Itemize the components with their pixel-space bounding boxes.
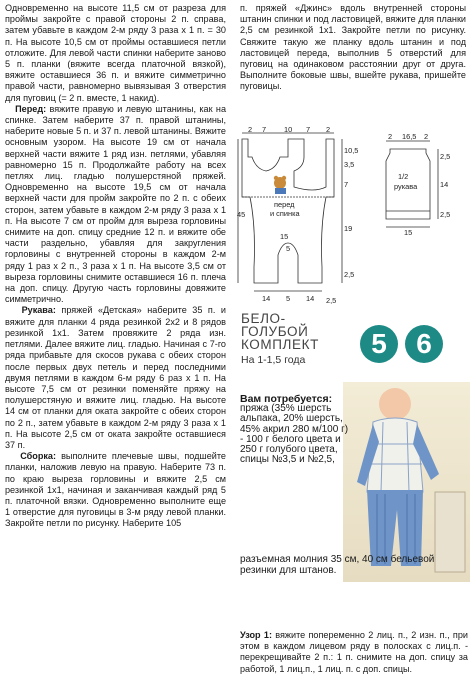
dim-top-4: 7 [306,125,311,134]
sleeve-label-2: рукава [394,182,418,191]
dim-bottom-3: 14 [306,294,315,303]
dim-sleeve-bottom: 15 [404,228,413,237]
number-badge-5: 5 [360,325,398,363]
baby-illustration [343,382,470,582]
dim-right-1: 10,5 [344,146,359,155]
dim-sleeve-top-2: 16,5 [402,132,417,141]
dim-top-2: 7 [262,125,267,134]
dim-right-2: 3,5 [344,160,355,169]
dim-sleeve-top-1: 2 [388,132,393,141]
assembly-text: выполните плечевые швы, подшейте планки, наложив левую на правую. Наберите 73 п. по краю выреза горловины и вяжите 2,5 см резинкой 1х1, начиная и заканчивая каждый ряд 5 п. платочной вязки. Одновременно выполните еще 1 отверстие для пуговицы в 3-м ряду левой планки. Закройте петли по рисунку. Наберите 105 [5,451,226,529]
front-heading: Перед: [15,103,47,114]
pattern-heading: Узор 1: [240,630,272,640]
dim-top-3: 10 [284,125,293,134]
front-label-2: и спинка [270,209,300,218]
dim-bottom-2: 5 [286,294,291,303]
project-title [241,312,351,367]
dim-top-5: 2 [326,125,331,134]
assembly-heading: Сборка: [20,451,57,462]
dim-leg-right: 2,5 [344,270,355,279]
pattern-text: вяжите попеременно 2 лиц. п., 2 изн. п., при этом в каждом лицевом ряду в полосках с лиц.п. - перекрещивайте 2 п.: 1 п. снимите на доп. спицу за работой, 1 лиц.п., 1 лиц. п. с доп. спицы. [240,630,468,674]
dim-right-3: 7 [344,180,349,189]
number-badge-6: 6 [405,325,443,363]
baby-photo [343,382,470,582]
dim-bottom-1: 14 [262,294,271,303]
assembly-paragraph [5,451,226,529]
front-label-1: перед [274,200,295,209]
pattern-schema [238,127,470,305]
title-line-2: ГОЛУБОЙ [241,324,309,339]
dim-sleeve-right-3: 2,5 [440,210,451,219]
dim-sleeve-right-2: 14 [440,180,449,189]
materials-block [240,394,354,465]
zip-text: разъемная молния 35 см, 40 см бельевой резинки для штанов. [240,554,435,576]
front-text: вяжите правую и левую штанины, как на спинке. Затем наберите 37 п. правой штанины, наберите новые 5 п. и 37 п. левой штанины. Вяжите основным узором. На высоте 19 см от начала верхней части вяжите 1 ряд изн. петлями, убавляя равномерно 15 п. Продолжайте работу на всех петлях лиц. гладью полушерстяной пряжей. Одновременно на высоте 19,5 см от начала верхней части для пройм закройте по 2 п. с обеих сторон, затем убавьте в каждом 2-м ряду 3 раза х 1 п. На высоте 7 см от пройм для выреза горловины снимите на доп. спицу средние 12 п. и вяжите обе части раздельно, убавляя для закругления горловины с внутренней стороны в каждом 2-м ряду 1 раз х 2 п., 3 раза х 1 п. На высоте 3,5 см от выреза горловины снимите оставшиеся 16 п. плеча на доп. спицу. Другую часть горловины довяжите симметрично. [5,103,226,305]
dim-top-1: 2 [248,125,253,134]
back-paragraph: Одновременно на высоте 11,5 см от разреза для проймы закройте с правой стороны 2 п. справа, затем убавьте в каждом 2-м ряду 3 раза х 1 п. = 30 п. На высоте 10,5 см от проймы оставшиеся петли отложите. Для левой части спинки наберите заново 5 п. планки (вяжите всегда платочной вязкой), вяжите оставшиеся 36 п. и вяжите симметрично правой части, равномерно вывязывая 3 отверстия для пуговиц (= 2 п. вместе, 1 накид). [5,3,226,103]
schema-drawing [238,127,470,305]
dim-sleeve-right-1: 2,5 [440,152,451,161]
title-line-1: БЕЛО- [241,311,286,326]
front-paragraph [5,104,226,306]
dim-mid-2: 5 [286,244,291,253]
continued-paragraph: п. пряжей «Джинс» вдоль внутренней стороны штанин спинки и под ластовицей, вяжите для планки 2,5 см резинкой 1х1. Закройте петли по рисунку. Свяжите такую же планку вдоль штанин и под ластовицей переда, выполнив 5 отверстий для пуговиц на одинаковом расстоянии друг от друга. Выполните боковые швы, вшейте рукава, пришейте пуговицы. [240,3,466,92]
materials-heading: Вам потребуется: [240,393,333,405]
dim-sleeve-top-3: 2 [424,132,429,141]
sleeves-paragraph [5,305,226,451]
size-label: На 1-1,5 года [241,354,306,366]
left-text-column [5,3,226,530]
dim-left: 45 [237,210,246,219]
sleeves-heading: Рукава: [21,305,56,316]
right-text-column [240,3,466,93]
title-line-3: КОМПЛЕКТ [241,337,319,352]
materials-text: пряжа (35% шерсть альпака, 20% шерсть, 45% акрил 280 м/100 г) - 100 г белого цвета и 250 г голубого цвета, спицы №3,5 и №2,5, [240,403,349,466]
dim-mid-1: 15 [280,232,289,241]
sleeves-text: пряжей «Детская» наберите 35 п. и вяжите для планки 4 ряда резинкой 2х2 и 8 рядов резинкой 1х1. Затем провяжите 2 ряда изн. петлями. Далее вяжите лиц. гладью. Начиная с 7-го ряда прибавьте для скосов рукава с обеих сторон после первых двух петель и перед последними двумя петлями в каждом 6-м ряду 6 раз х 1 п. На высоте 7,5 см от резинки поменяйте пряжу на полушерстяную и вяжите лиц. гладью. На высоте 14 см от планки для оката закройте с обеих сторон по 2 п., затем убавьте в каждом 2-м ряду 3 раза х 1 п. На высоте 2,5 см от оката закройте оставшиеся 37 п. [5,305,226,450]
pattern-paragraph [240,630,468,675]
sleeve-label-1: 1/2 [398,172,409,181]
dim-right-4: 19 [344,224,353,233]
teddy-applique-icon [274,176,286,194]
dim-bottom-right: 2,5 [326,296,337,305]
